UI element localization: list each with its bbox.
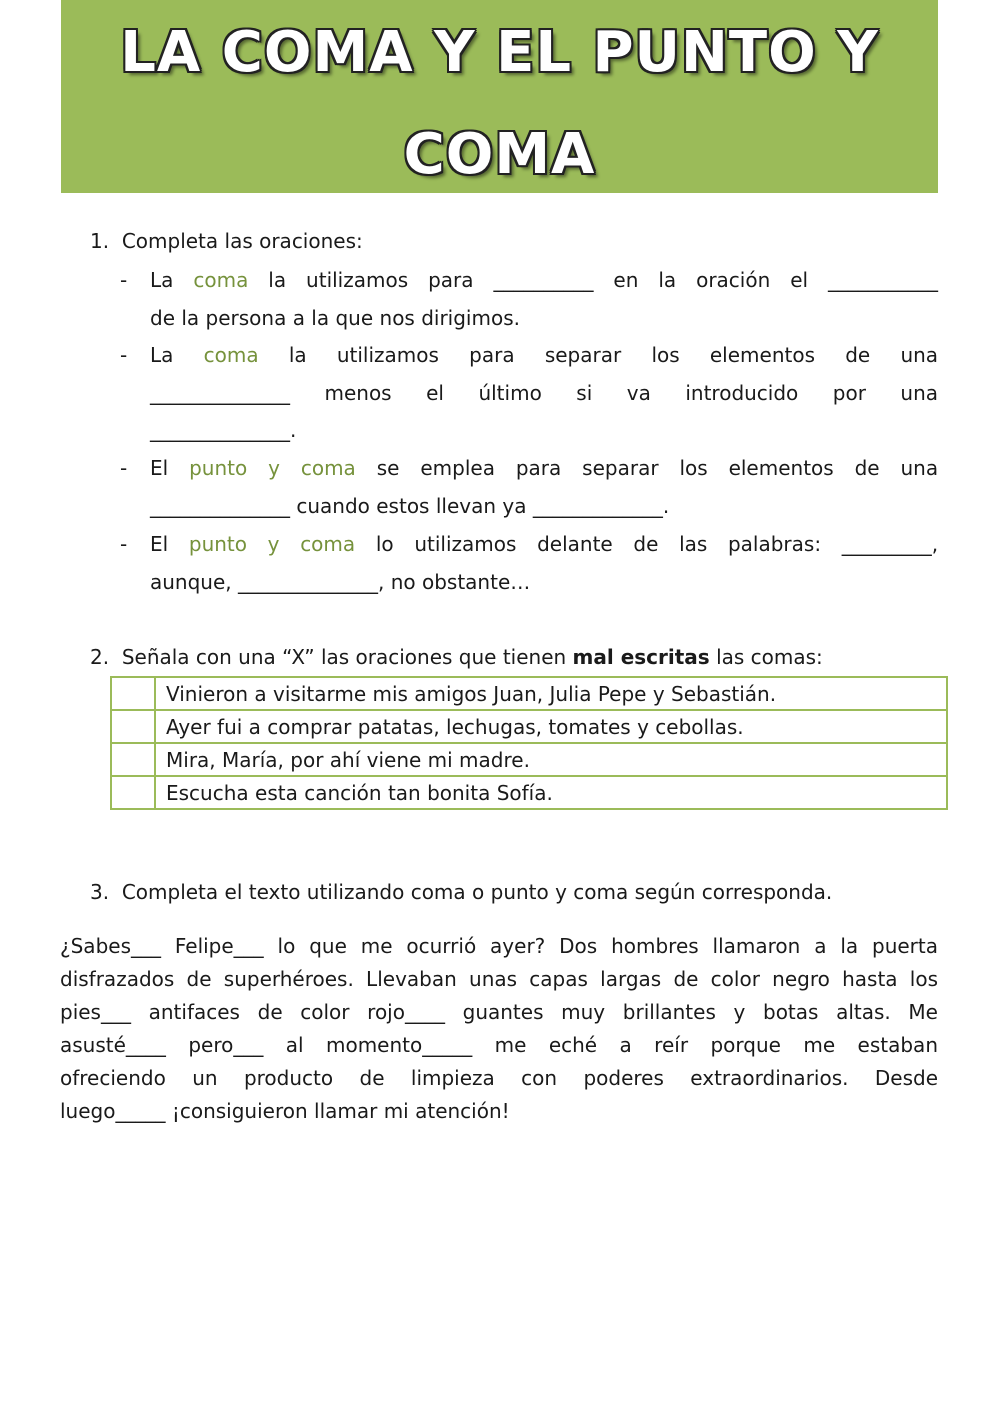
item-2-line-2: ______________ menos el último si va introducido por una xyxy=(150,381,939,405)
table-row xyxy=(111,710,947,743)
item-2-line-3: ______________. xyxy=(150,418,297,442)
item-3-dash: - xyxy=(120,456,128,480)
text-line-2: disfrazados de superhéroes. Llevaban unas capas largas de color negro hasta los xyxy=(60,967,938,991)
title-banner xyxy=(61,0,938,193)
item-2-dash: - xyxy=(120,343,128,367)
table-row xyxy=(111,743,947,776)
sentence-cell: Vinieron a visitarme mis amigos Juan, Julia Pepe y Sebastián. xyxy=(155,677,947,710)
text-line-3: pies___ antifaces de color rojo____ guantes muy brillantes y botas altas. Me xyxy=(60,1000,938,1024)
section-1-heading: 1. Completa las oraciones: xyxy=(90,229,363,253)
item-1-line-2: de la persona a la que nos dirigimos. xyxy=(150,306,520,330)
table-row xyxy=(111,677,947,710)
mark-box[interactable] xyxy=(111,743,155,776)
section-2-heading: 2. Señala con una “X” las oraciones que tienen mal escritas las comas: xyxy=(90,645,823,669)
item-4-dash: - xyxy=(120,532,128,556)
item-1-dash: - xyxy=(120,268,128,292)
sentences-table xyxy=(110,676,948,810)
item-3-line-1: El punto y coma se emplea para separar los elementos de una xyxy=(150,456,939,480)
section-3-heading: 3. Completa el texto utilizando coma o punto y coma según corresponda. xyxy=(90,880,833,904)
text-line-1: ¿Sabes___ Felipe___ lo que me ocurrió ayer? Dos hombres llamaron a la puerta xyxy=(60,934,938,958)
page-title-line-1: LA COMA Y EL PUNTO Y xyxy=(120,20,879,85)
table-row xyxy=(111,776,947,809)
item-2-line-1: La coma la utilizamos para separar los elementos de una xyxy=(150,343,939,367)
page-title-line-2: COMA xyxy=(403,122,596,187)
mark-box[interactable] xyxy=(111,710,155,743)
item-4-line-2: aunque, ______________, no obstante… xyxy=(150,570,531,594)
item-3-line-2: ______________ cuando estos llevan ya _____________. xyxy=(150,494,670,518)
text-line-5: ofreciendo un producto de limpieza con poderes extraordinarios. Desde xyxy=(60,1066,938,1090)
item-4-line-1: El punto y coma lo utilizamos delante de las palabras: _________, xyxy=(150,532,939,556)
text-line-4: asusté____ pero___ al momento_____ me eché a reír porque me estaban xyxy=(60,1033,938,1057)
sentence-cell: Mira, María, por ahí viene mi madre. xyxy=(155,743,947,776)
text-line-6: luego_____ ¡consiguieron llamar mi atención! xyxy=(60,1099,510,1123)
sentence-cell: Escucha esta canción tan bonita Sofía. xyxy=(155,776,947,809)
mark-box[interactable] xyxy=(111,776,155,809)
sentence-cell: Ayer fui a comprar patatas, lechugas, tomates y cebollas. xyxy=(155,710,947,743)
mark-box[interactable] xyxy=(111,677,155,710)
item-1-line-1: La coma la utilizamos para __________ en la oración el ___________ xyxy=(150,268,939,292)
